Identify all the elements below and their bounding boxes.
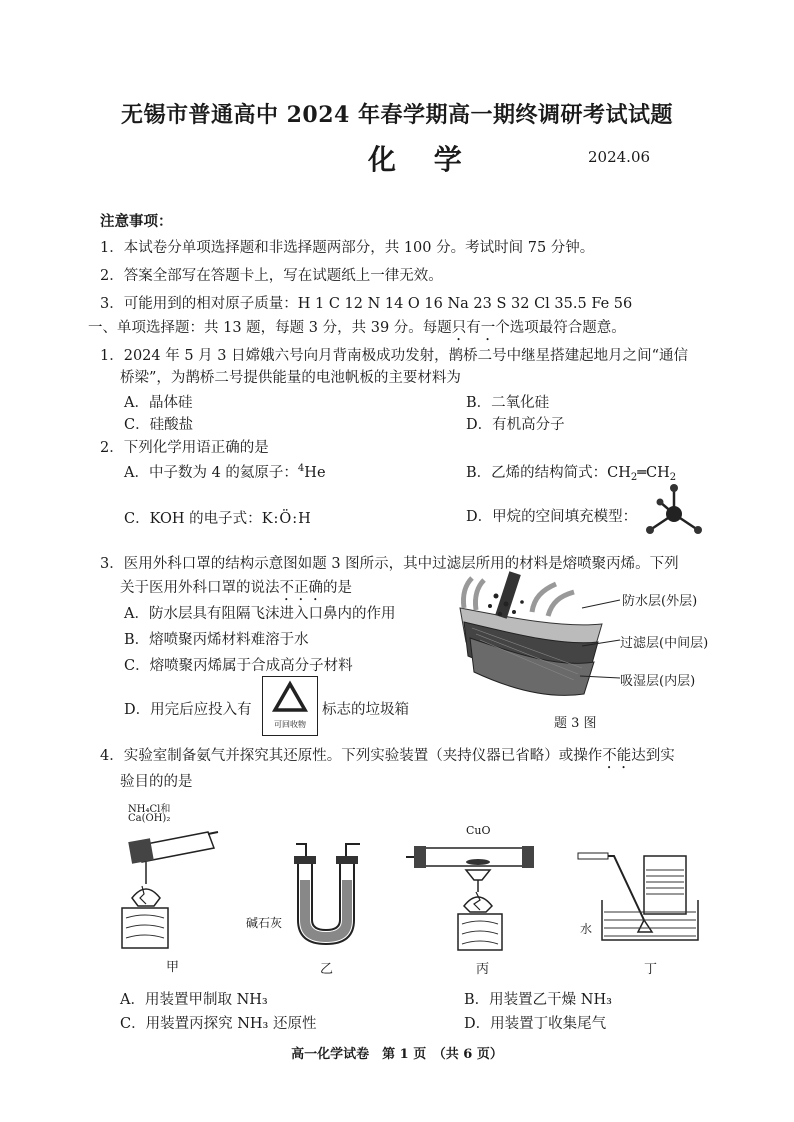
- subject-title: 化 学: [368, 143, 476, 176]
- mask-structure-diagram: [452, 568, 612, 698]
- apparatus-ding: [578, 848, 700, 948]
- q3-stem-line2: 关于医用外科口罩的说法不正确的是: [120, 580, 352, 596]
- q4-option-d: D．用装置丁收集尾气: [464, 1016, 607, 1032]
- page-footer: 高一化学试卷 第 1 页 （共 6 页）: [291, 1047, 503, 1062]
- layer-label-inner: 吸湿层(内层): [620, 674, 696, 689]
- apparatus-yi: [292, 840, 370, 952]
- q1-option-c: C．硅酸盐: [124, 417, 194, 433]
- q3-option-d-post: 标志的垃圾箱: [322, 702, 409, 718]
- cuo-label: CuO: [466, 824, 491, 837]
- layer-label-outer: 防水层(外层): [622, 594, 698, 609]
- apparatus-label-ding: 丁: [644, 962, 658, 977]
- q2-option-d: D．甲烷的空间填充模型：: [466, 509, 638, 525]
- q4-option-a: A．用装置甲制取 NH₃: [120, 992, 268, 1008]
- notes-heading: 注意事项：: [100, 213, 173, 230]
- q1-stem-line2: 桥梁”，为鹊桥二号提供能量的电池帆板的主要材料为: [120, 370, 461, 386]
- recycle-icon: [272, 681, 308, 715]
- q1-option-d: D．有机高分子: [466, 417, 565, 433]
- note-item-2: 2．答案全部写在答题卡上，写在试题纸上一律无效。: [100, 268, 443, 284]
- q3-option-a: A．防水层具有阻隔飞沫进入口鼻内的作用: [124, 606, 396, 622]
- apparatus-label-yi: 乙: [320, 962, 334, 977]
- q3-option-b: B．熔喷聚丙烯材料难溶于水: [124, 632, 309, 648]
- apparatus-label-jia: 甲: [166, 960, 180, 975]
- apparatus-label-bing: 丙: [476, 962, 490, 977]
- recycle-sign: [262, 676, 318, 736]
- q3-stem-line1: 3．医用外科口罩的结构示意图如题 3 图所示，其中过滤层所用的材料是熔喷聚丙烯。下列: [100, 556, 679, 572]
- q2-option-c: C．KOH 的电子式：K:Ö:H: [124, 511, 312, 527]
- q1-option-b: B．二氧化硅: [466, 395, 550, 411]
- note-item-1: 1．本试卷分单项选择题和非选择题两部分，共 100 分。考试时间 75 分钟。: [100, 240, 595, 256]
- water-label: 水: [580, 922, 593, 936]
- section-heading: 一、单项选择题：共 13 题，每题 3 分，共 39 分。每题只有一个选项最符合题意。: [88, 320, 626, 336]
- q2-option-a: A．中子数为 4 的氦原子：$^4$He: [124, 463, 326, 481]
- q4-stem-line2: 验目的的是: [120, 774, 193, 790]
- q1-stem-line1: 1．2024 年 5 月 3 日嫦娥六号向月背南极成功发射，鹊桥二号中继星搭建起地月之间“通信: [100, 348, 689, 364]
- apparatus-bing: [406, 840, 536, 952]
- q4-option-b: B．用装置乙干燥 NH₃: [464, 992, 612, 1008]
- exam-title: 无锡市普通高中 2024 年春学期高一期终调研考试试题: [120, 102, 674, 128]
- layer-label-middle: 过滤层(中间层): [620, 636, 709, 651]
- exam-date: 2024.06: [588, 148, 651, 166]
- q2-stem: 2．下列化学用语正确的是: [100, 440, 269, 456]
- q3-option-c: C．熔喷聚丙烯属于合成高分子材料: [124, 658, 353, 674]
- q4-stem-line1: 4．实验室制备氨气并探究其还原性。下列实验装置（夹持仪器已省略）或操作不能达到实: [100, 748, 675, 764]
- reagent-label-2: Ca(OH)₂: [128, 813, 171, 824]
- methane-model-icon: [640, 482, 710, 542]
- figure-caption: 题 3 图: [554, 716, 597, 731]
- soda-lime-label: 碱石灰: [246, 916, 283, 930]
- apparatus-jia: [118, 826, 228, 952]
- note-item-3: 3．可能用到的相对原子质量：H 1 C 12 N 14 O 16 Na 23 S 32 Cl 35.5 Fe 56: [100, 296, 633, 312]
- q3-option-d-pre: D．用完后应投入有: [124, 702, 252, 718]
- q2-option-b: B．乙烯的结构简式：$CH_2═CH_2$: [466, 465, 677, 483]
- recycle-label: 可回收物: [274, 720, 306, 729]
- q1-option-a: A．晶体硅: [124, 395, 193, 411]
- reagent-label-1: NH₄Cl和: [128, 804, 171, 815]
- q4-option-c: C．用装置丙探究 NH₃ 还原性: [120, 1016, 317, 1032]
